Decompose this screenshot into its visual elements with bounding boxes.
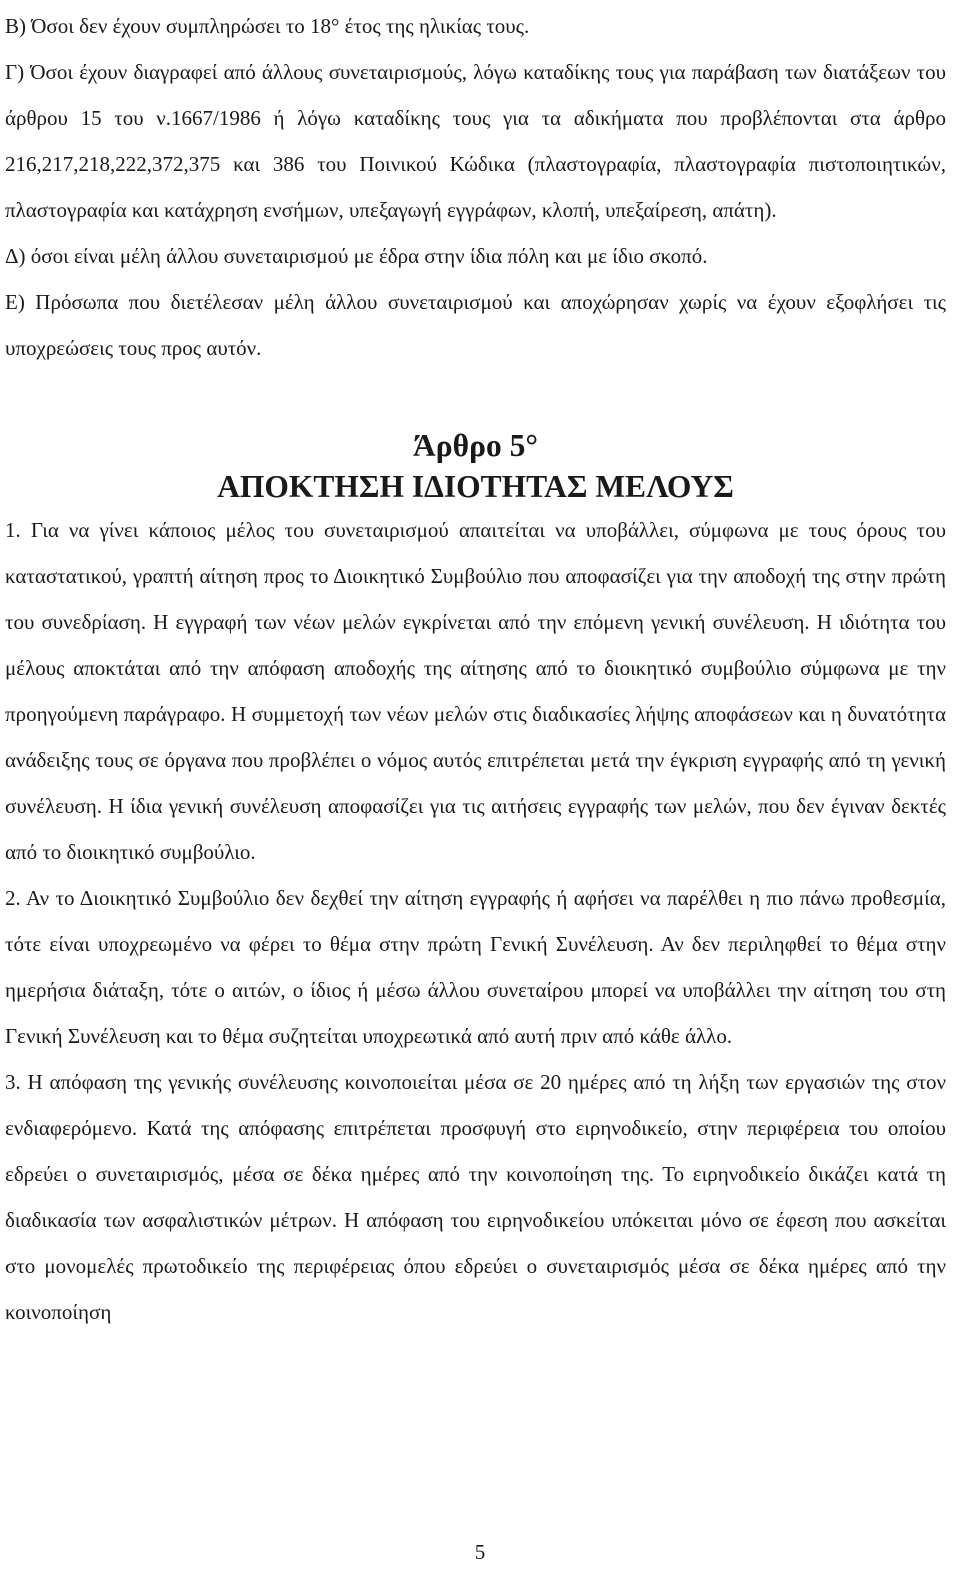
paragraph-3: 3. Η απόφαση της γενικής συνέλευσης κοινοποιείται μέσα σε 20 ημέρες από τη λήξη των εργασιών της στον ενδιαφερόμενο. Κατά της απόφασης επιτρέπεται προσφυγή στο ειρηνοδικείο, στην περιφέρεια του οποίου εδρεύει ο συνεταιρισμός, μέσα σε δέκα ημέρες από την κοινοποίηση της. Το ειρηνοδικείο δικάζει κατά τη διαδικασία των ασφαλιστικών μέτρων. Η απόφαση του ειρηνοδικείου υπόκειται μόνο σε έφεση που ασκείται στο μονομελές πρωτοδικείο της περιφέρειας όπου εδρεύει ο συνεταιρισμός μέσα σε δέκα ημέρες από την κοινοποίηση [5,1070,946,1324]
page-number: 5 [474,1540,486,1564]
article-subtitle: ΑΠΟΚΤΗΣΗ ΙΔΙΟΤΗΤΑΣ ΜΕΛΟΥΣ [217,469,734,504]
paragraph-1: 1. Για να γίνει κάποιος μέλος του συνεταιρισμού απαιτείται να υποβάλλει, σύμφωνα με τους όρους του καταστατικού, γραπτή αίτηση προς το Διοικητικό Συμβούλιο που αποφασίζει για την αποδοχή της στην πρώτη του συνεδρίαση. Η εγγραφή των νέων μελών εγκρίνεται από την επόμενη γενική συνέλευση. Η ιδιότητα του μέλους αποκτάται από την απόφαση αποδοχής της αίτησης από το διοικητικό συμβούλιο σύμφωνα με την προηγούμενη παράγραφο. Η συμμετοχή των νέων μελών στις διαδικασίες λήψης αποφάσεων και η δυνατότητα ανάδειξης τους σε όργανα που προβλέπει ο νόμος αυτός επιτρέπεται μετά την έγκριση εγγραφής από τη γενική συνέλευση. Η ίδια γενική συνέλευση αποφασίζει για τις αιτήσεις εγγραφής των μελών, που δεν έγιναν δεκτές από το διοικητικό συμβούλιο. [5,518,946,864]
list-item-d: Δ) όσοι είναι μέλη άλλου συνεταιρισμού με έδρα στην ίδια πόλη και με ίδιο σκοπό. [5,244,708,268]
paragraph-2: 2. Αν το Διοικητικό Συμβούλιο δεν δεχθεί την αίτηση εγγραφής ή αφήσει να παρέλθει η πιο πάνω προθεσμία, τότε είναι υποχρεωμένο να φέρει το θέμα στην πρώτη Γενική Συνέλευση. Αν δεν περιληφθεί το θέμα στην ημερήσια διάταξη, τότε ο αιτών, ο ίδιος ή μέσω άλλου συνεταίρου μπορεί να υποβάλλει την αίτηση του στη Γενική Συνέλευση και το θέμα συζητείται υποχρεωτικά από αυτή πριν από κάθε άλλο. [5,886,946,1048]
list-item-c: Γ) Όσοι έχουν διαγραφεί από άλλους συνεταιρισμούς, λόγω καταδίκης τους για παράβαση των διατάξεων του άρθρου 15 του ν.1667/1986 ή λόγω καταδίκης τους για τα αδικήματα που προβλέπονται στα άρθρο 216,217,218,222,372,375 και 386 του Ποινικού Κώδικα (πλαστογραφία, πλαστογραφία πιστοποιητικών, πλαστογραφία και κατάχρηση ενσήμων, υπεξαγωγή εγγράφων, κλοπή, υπεξαίρεση, απάτη). [5,60,946,222]
article-title: Άρθρο 5° [413,428,538,463]
list-item-e: Ε) Πρόσωπα που διετέλεσαν μέλη άλλου συνεταιρισμού και αποχώρησαν χωρίς να έχουν εξοφλήσει τις υποχρεώσεις τους προς αυτόν. [5,290,946,360]
list-item-b: Β) Όσοι δεν έχουν συμπληρώσει το 18° έτος της ηλικίας τους. [5,14,530,38]
